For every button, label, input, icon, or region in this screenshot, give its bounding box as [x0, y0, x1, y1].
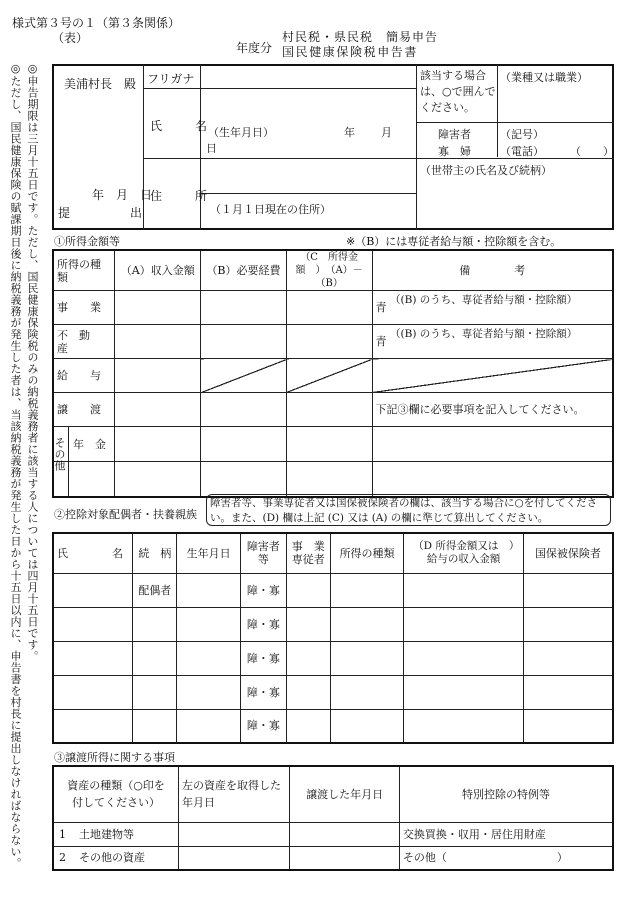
business-revenue[interactable]: [115, 291, 201, 325]
nhi-insured[interactable]: [523, 607, 613, 641]
income-section-title: ①所得金額等: [54, 235, 120, 248]
disabled-widow-mark[interactable]: 障・寡: [240, 641, 286, 675]
dependent-name[interactable]: [53, 675, 133, 709]
spouse-label: 配偶者: [133, 573, 177, 607]
blue-return-mark: 青: [375, 300, 387, 314]
income-d[interactable]: [404, 573, 524, 607]
income-kind[interactable]: [330, 641, 404, 675]
transfer-revenue[interactable]: [115, 393, 201, 427]
address-label: 住 所: [150, 189, 211, 203]
income-note: ※（B）には専従者給与額・控除額を含む。: [346, 235, 562, 248]
nhi-insured[interactable]: [523, 675, 613, 709]
special-deduction-1[interactable]: 交換買換・収用・居住用財産: [399, 822, 613, 846]
transfer-remarks: 下記③欄に必要事項を記入してください。: [372, 393, 613, 427]
dependent-name[interactable]: [53, 573, 133, 607]
disabled-widow-mark[interactable]: 障・寡: [240, 709, 286, 743]
other-remarks[interactable]: [372, 462, 613, 498]
header-income-type: 所得の種類: [53, 250, 115, 291]
pension-revenue[interactable]: [115, 427, 201, 462]
dependent-name[interactable]: [53, 607, 133, 641]
header-family-employee: 事 業専従者: [286, 533, 330, 573]
name-label: 氏 名: [150, 119, 211, 133]
occupation-label: （業種又は職業）: [500, 71, 588, 84]
deduction-section-title: ②控除対象配偶者・扶養親族: [54, 508, 197, 521]
nhi-insured[interactable]: [523, 641, 613, 675]
row-realestate-label: 不 動 産: [53, 325, 115, 359]
business-expenses[interactable]: [201, 291, 287, 325]
header-income-amount: （C 所得金額 ） （A）－（B）: [286, 250, 372, 291]
transfer-date-2[interactable]: [290, 846, 399, 870]
dependent-relation[interactable]: [133, 675, 177, 709]
asset-row-2[interactable]: [53, 846, 179, 870]
header-transfer-date: 譲渡した年月日: [290, 766, 399, 822]
remark-text: （(B) のうち、専従者給与額・控除額）: [390, 293, 578, 306]
salary-income-na: [286, 359, 372, 393]
side-note-2: ◎ただし、国民健康保険の賦課期日後に納税義務が発生した者は、当該納税義務が発生した日から十五日以内に、申告書を村長に提出しなければならない。: [9, 62, 22, 869]
widow-option[interactable]: 寡 婦: [438, 145, 471, 158]
pension-expenses[interactable]: [201, 427, 287, 462]
business-income[interactable]: [286, 291, 372, 325]
furigana-field[interactable]: [202, 66, 414, 86]
header-asset-type: 資産の種類（○印を付してください）: [53, 766, 179, 822]
income-kind[interactable]: [330, 709, 404, 743]
transfer-table: [52, 765, 614, 871]
acquired-date-2[interactable]: [179, 846, 290, 870]
header-acquired-date: 左の資産を取得した年月日: [179, 766, 290, 822]
header-income-kind: 所得の種類: [330, 533, 404, 573]
dependent-birth[interactable]: [177, 607, 241, 641]
income-d[interactable]: [404, 709, 524, 743]
addressee: 美浦村長 殿: [64, 77, 137, 91]
dependent-birth[interactable]: [177, 641, 241, 675]
dependent-relation[interactable]: [133, 641, 177, 675]
acquired-date-1[interactable]: [179, 822, 290, 846]
asset-land-building: 土地建物等: [79, 827, 134, 841]
asset-number: 2: [59, 851, 66, 865]
nhi-insured[interactable]: [523, 573, 613, 607]
header-income-d: （D 所得金額又は ） 給与の収入金額: [404, 533, 524, 573]
disabled-widow-mark[interactable]: 障・寡: [240, 607, 286, 641]
blue-return-mark: 青: [375, 334, 387, 348]
income-kind[interactable]: [330, 573, 404, 607]
header-remarks: 備 考: [372, 250, 613, 291]
asset-other: その他の資産: [79, 851, 145, 865]
income-d[interactable]: [404, 641, 524, 675]
dependent-name[interactable]: [53, 641, 133, 675]
salary-remarks-na: [372, 359, 613, 393]
household-head-label: （世帯主の氏名及び続柄）: [420, 164, 552, 177]
other-expenses[interactable]: [201, 462, 287, 498]
realestate-income[interactable]: [286, 325, 372, 359]
dependent-relation[interactable]: [133, 607, 177, 641]
income-kind[interactable]: [330, 607, 404, 641]
form-side: （表）: [52, 31, 89, 45]
row-salary-label: 給 与: [53, 359, 115, 393]
family-employee[interactable]: [286, 641, 330, 675]
disabled-option[interactable]: 障害者: [438, 128, 471, 141]
business-remarks[interactable]: [372, 291, 613, 325]
furigana-label: フリガナ: [147, 72, 195, 86]
header-special-deduction: 特別控除の特例等: [399, 766, 613, 822]
birth-label: （生年月日）: [208, 126, 274, 139]
row-transfer-label: 譲 渡: [53, 393, 115, 427]
other-income-label: その他: [53, 437, 66, 472]
row-business-label: 事 業: [53, 291, 115, 325]
header-relation: 続 柄: [133, 533, 177, 573]
name-field[interactable]: [202, 90, 414, 120]
form-title-2: 国民健康保険税申告書: [282, 45, 419, 59]
address-note: （１月１日現在の住所）: [210, 203, 331, 216]
income-d[interactable]: [404, 607, 524, 641]
applicable-note: 該当する場合は、○で囲んでください。: [420, 69, 496, 114]
phone-label: （電話）: [500, 145, 544, 158]
transfer-section-title: ③譲渡所得に関する事項: [54, 751, 175, 764]
remark-text: （(B) のうち、専従者給与額・控除額）: [390, 327, 578, 340]
dependent-birth[interactable]: [177, 675, 241, 709]
dependent-birth[interactable]: [177, 709, 241, 743]
deduction-note: 障害者等、事業専従者又は国保被保険者の欄は、該当する場合に○を付してください。また、(D) 欄は上記 (C) 又は (A) の欄に準じて算出してください。: [206, 494, 611, 526]
address-field[interactable]: [202, 160, 414, 192]
submit-date-label: 年 月 日: [92, 188, 153, 202]
asset-row-1[interactable]: [53, 822, 179, 846]
header-revenue: （A）収入金額: [115, 250, 201, 291]
header-expenses: （B）必要経費: [201, 250, 287, 291]
other-revenue[interactable]: [115, 462, 201, 498]
pension-remarks[interactable]: [372, 427, 613, 462]
birth-year: 年: [344, 126, 355, 139]
nhi-insured[interactable]: [523, 709, 613, 743]
asset-number: 1: [59, 827, 66, 841]
income-table: [52, 249, 614, 498]
year-label: 年度分: [236, 41, 273, 55]
special-deduction-2[interactable]: その他（ ）: [399, 846, 613, 870]
disabled-widow-mark[interactable]: 障・寡: [240, 675, 286, 709]
form-number: 様式第３号の１（第３条関係）: [12, 16, 181, 30]
other-income[interactable]: [286, 462, 372, 498]
pension-income[interactable]: [286, 427, 372, 462]
dependent-name[interactable]: [53, 709, 133, 743]
family-employee[interactable]: [286, 573, 330, 607]
birth-month: 月: [381, 126, 392, 139]
header-disabled: 障害者等: [240, 533, 286, 573]
dependent-birth[interactable]: [177, 573, 241, 607]
transfer-expenses[interactable]: [201, 393, 287, 427]
header-name: 氏 名: [53, 533, 133, 573]
form-title-1: 村民税・県民税 簡易申告: [282, 30, 439, 44]
side-note-1: ◎申告期限は三月十五日です。ただし、国民健康保険税のみの納税義務者に該当する人については四月十五日です。: [26, 62, 39, 662]
header-birthdate: 生年月日: [177, 533, 241, 573]
submit-label: 提 出: [58, 206, 143, 220]
symbol-label: （記号）: [500, 128, 544, 141]
family-employee[interactable]: [286, 607, 330, 641]
birth-day: 日: [206, 142, 217, 155]
family-employee[interactable]: [286, 709, 330, 743]
disabled-widow-mark[interactable]: 障・寡: [240, 573, 286, 607]
phone-paren: （ ）: [570, 145, 614, 158]
income-kind[interactable]: [330, 675, 404, 709]
transfer-date-1[interactable]: [290, 822, 399, 846]
pension-label: 年 金: [73, 437, 106, 451]
family-employee[interactable]: [286, 675, 330, 709]
realestate-revenue[interactable]: [115, 325, 201, 359]
header-nhi-insured: 国保被保険者: [523, 533, 613, 573]
dependent-relation[interactable]: [133, 709, 177, 743]
transfer-income[interactable]: [286, 393, 372, 427]
dependents-table: [52, 532, 614, 744]
realestate-remarks[interactable]: [372, 325, 613, 359]
salary-expenses-na: [201, 359, 287, 393]
income-d[interactable]: [404, 675, 524, 709]
salary-revenue[interactable]: [115, 359, 201, 393]
realestate-expenses[interactable]: [201, 325, 287, 359]
